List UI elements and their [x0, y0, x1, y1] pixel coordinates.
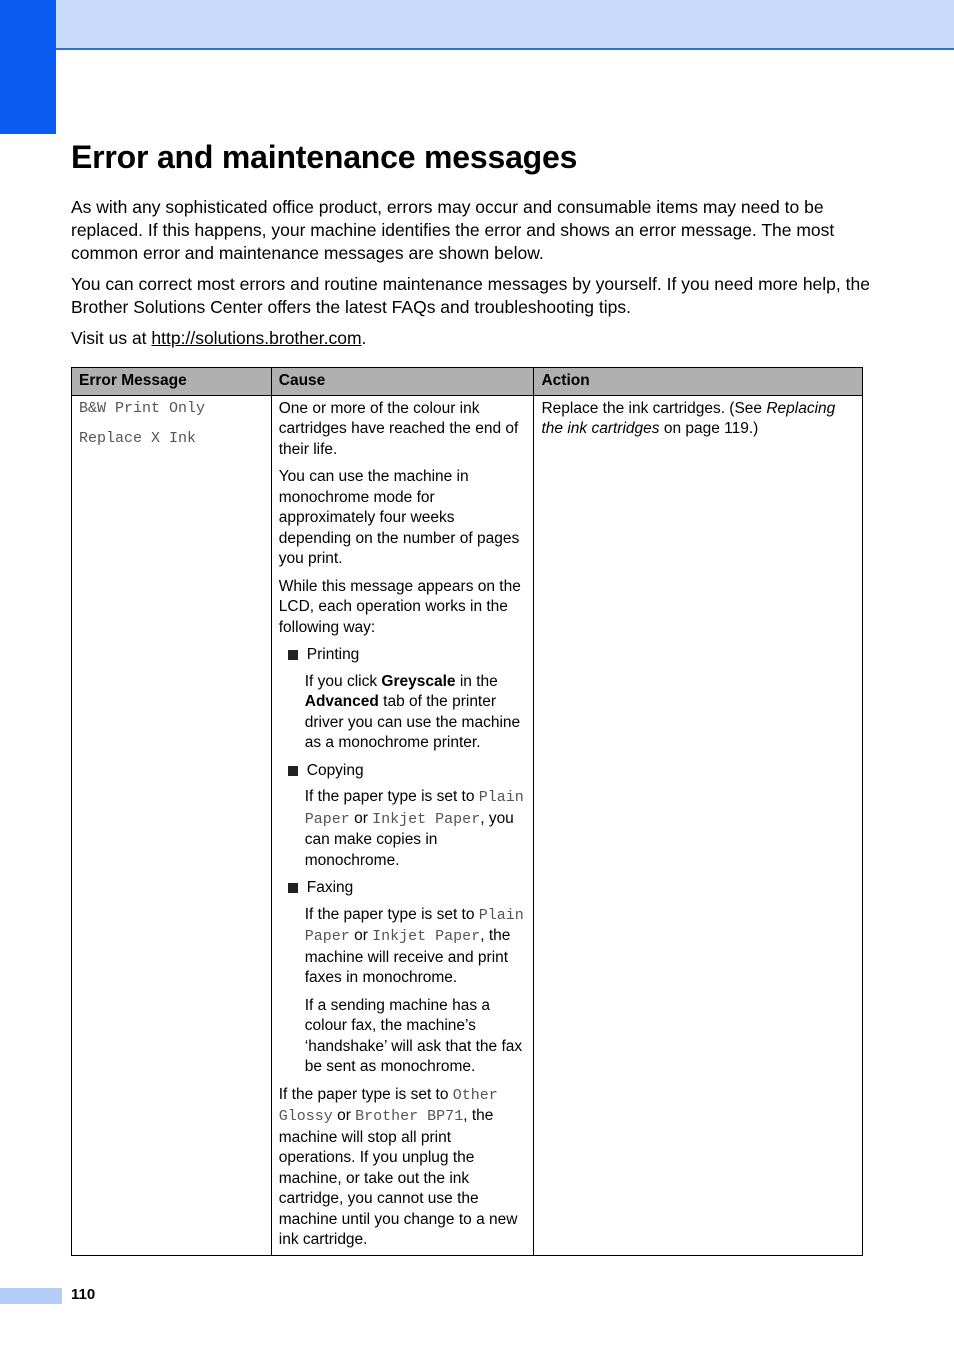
bullet-printing	[279, 645, 527, 666]
bullet-title: Printing	[306, 646, 360, 663]
intro-section	[71, 196, 871, 358]
square-bullet-icon	[288, 766, 298, 776]
table-row	[72, 395, 863, 1255]
greyscale-label: Greyscale	[381, 672, 456, 690]
visit-prefix: Visit us at	[71, 328, 152, 348]
faxing-detail	[305, 905, 527, 989]
text-run: , the machine will receive and print faxes in monochrome.	[304, 927, 511, 986]
header-cause: Cause	[271, 368, 534, 396]
action-cell	[534, 395, 863, 1255]
cause-paragraph: While this message appears on the LCD, each operation works in the following way:	[278, 577, 521, 636]
table-header-row	[72, 368, 863, 396]
paper-type-value: Brother BP71	[355, 1108, 464, 1125]
lcd-message: Replace X Ink	[79, 430, 197, 447]
advanced-label: Advanced	[304, 693, 379, 710]
copying-detail	[305, 787, 527, 871]
paper-type-value: Plain Paper	[304, 789, 524, 828]
text-run: or	[332, 1107, 356, 1124]
chapter-tab-marker	[0, 0, 56, 134]
paper-type-value: Plain Paper	[304, 906, 524, 945]
page-number: 110	[71, 1286, 96, 1303]
text-run: , the machine will stop all print operations. If you unplug the machine, or take out the ink cartridge, you cannot use the machine until you change to a new ink cartridge.	[278, 1107, 518, 1248]
paper-type-value: Inkjet Paper	[372, 810, 481, 828]
bullet-title: Faxing	[306, 879, 354, 896]
top-header-band	[0, 0, 954, 50]
text-run: on page 119.)	[659, 420, 759, 437]
square-bullet-icon	[288, 650, 298, 660]
text-run: If the paper type is set to	[278, 1085, 453, 1103]
visit-suffix: .	[361, 328, 367, 348]
intro-paragraph-3	[71, 327, 871, 350]
text-run: in the	[455, 672, 498, 690]
error-message-cell	[72, 395, 272, 1255]
cause-paragraph: You can use the machine in monochrome mode for approximately four weeks depending on the number of pages you print.	[278, 468, 520, 567]
text-run: Replace the ink cartridges. (See	[541, 399, 767, 417]
faxing-detail-2: If a sending machine has a colour fax, the machine’s ‘handshake’ will ask that the fax be sent as monochrome.	[304, 996, 523, 1075]
bullet-title: Copying	[306, 761, 364, 779]
header-action: Action	[534, 368, 863, 396]
intro-paragraph-1: As with any sophisticated office product, errors may occur and consumable items may need to be replaced. If this happens, your machine identifies the error and shows an error message. The most common error and maintenance messages are shown below.	[71, 197, 835, 263]
text-run: If the paper type is set to	[304, 788, 479, 805]
paper-type-value: Inkjet Paper	[372, 928, 481, 945]
text-run: If you click	[304, 672, 382, 690]
text-run: tab of the printer driver you can use the machine as a monochrome printer.	[304, 693, 521, 751]
intro-paragraph-2: You can correct most errors and routine maintenance messages by yourself. If you need more help, the Brother Solutions Center offers the latest FAQs and troubleshooting tips.	[71, 274, 870, 317]
error-messages-table	[71, 367, 863, 1256]
paper-type-value: Other Glossy	[278, 1086, 498, 1125]
header-error-message: Error Message	[72, 368, 272, 396]
footer-tab-marker	[0, 1288, 62, 1304]
cause-paragraph: One or more of the colour ink cartridges have reached the end of their life.	[278, 399, 519, 458]
cause-cell	[271, 395, 534, 1255]
bullet-copying	[279, 761, 527, 782]
cross-reference: Replacing the ink cartridges	[541, 399, 836, 437]
solutions-center-link[interactable]: http://solutions.brother.com	[151, 328, 362, 348]
cause-final-paragraph	[279, 1085, 527, 1251]
bullet-faxing	[279, 878, 527, 899]
text-run: , you can make copies in monochrome.	[304, 809, 514, 869]
text-run: or	[349, 809, 373, 827]
text-run: If the paper type is set to	[304, 905, 479, 923]
text-run: or	[349, 927, 373, 944]
square-bullet-icon	[288, 883, 298, 893]
page-title: Error and maintenance messages	[71, 139, 578, 175]
action-text	[541, 399, 855, 440]
lcd-message: B&W Print Only	[79, 399, 206, 417]
printing-detail	[305, 672, 527, 754]
